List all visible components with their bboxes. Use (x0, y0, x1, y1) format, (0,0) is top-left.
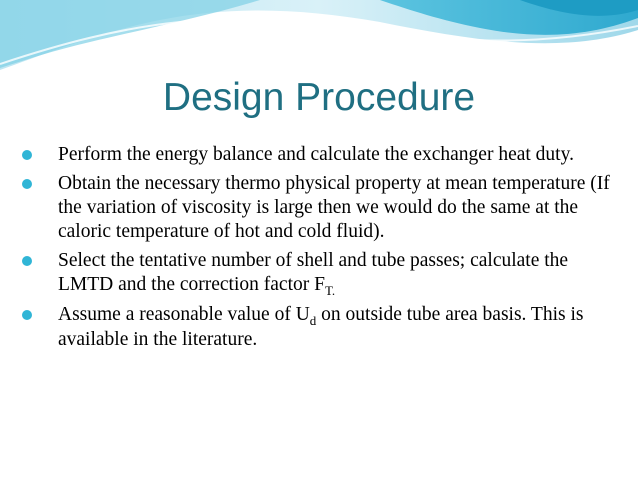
bullet-dot-icon (22, 179, 32, 189)
bullet-text-before: Assume a reasonable value of U (58, 304, 310, 325)
bullet-item (18, 303, 618, 352)
wave-header-decoration (0, 0, 638, 80)
bullet-text: Perform the energy balance and calculate the exchanger heat duty. (58, 144, 574, 165)
bullet-text: Obtain the necessary thermo physical property at mean temperature (If the variation of viscosity is large then we would do the same at the caloric temperature of hot and cold fluid). (58, 173, 610, 242)
slide-title: Design Procedure (162, 76, 476, 119)
bullet-dot-icon (22, 150, 32, 160)
subscript-text: T. (324, 283, 336, 298)
bullet-item (18, 143, 618, 167)
bullet-text-after: on outside tube area basis. This is available in the literature. (58, 304, 584, 350)
bullet-item (18, 172, 618, 244)
bullet-dot-icon (22, 310, 32, 320)
subscript-text: d (309, 313, 317, 328)
bullet-dot-icon (22, 256, 32, 266)
bullet-text: Select the tentative number of shell and tube passes; calculate the LMTD and the correction factor F (58, 250, 569, 295)
bullet-list (18, 143, 618, 357)
bullet-item (18, 249, 618, 298)
